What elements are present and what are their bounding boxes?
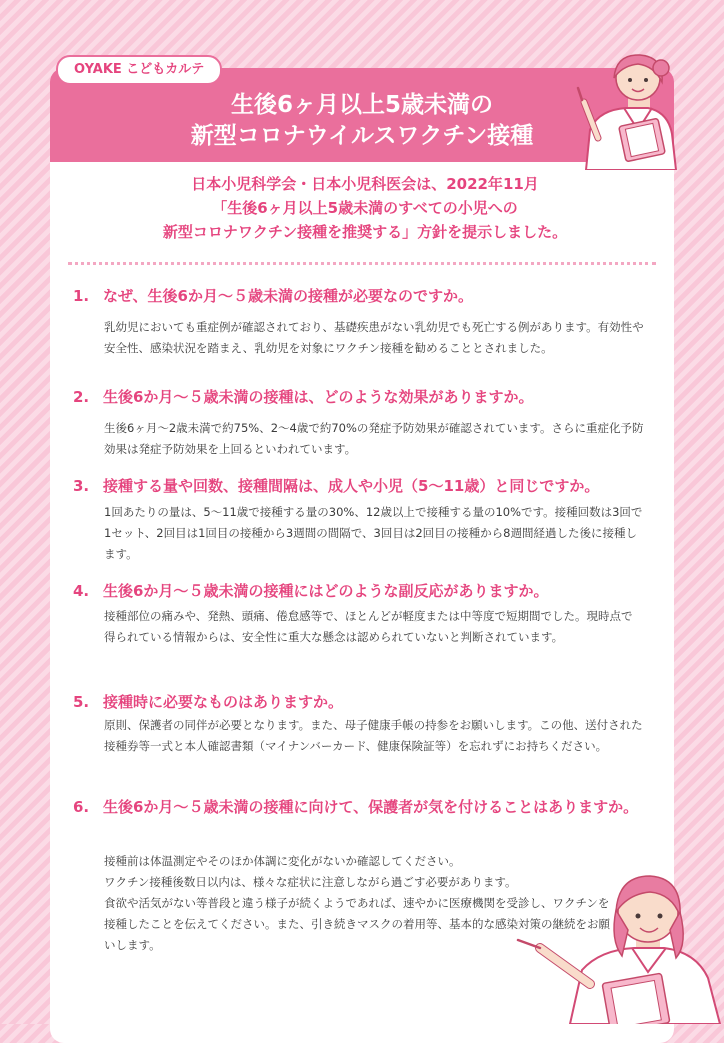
question-text: 生後6か月〜５歳未満の接種に向けて、保護者が気を付けることはありますか。: [103, 798, 639, 816]
intro-line2: 「生後6ヶ月以上5歳未満のすべての小児への: [212, 199, 518, 217]
nurse-pointing-illustration: [568, 52, 678, 170]
question-number: 1.: [73, 287, 90, 305]
question-number: 5.: [73, 693, 90, 711]
question-2: [73, 385, 653, 409]
nurse-presenting-illustration: [510, 860, 724, 1024]
dotted-divider: [68, 262, 656, 265]
question-text: 生後6か月〜５歳未満の接種にはどのような副反応がありますか。: [103, 582, 549, 600]
page-title-line1: 生後6ヶ月以上5歳未満の: [230, 92, 493, 118]
question-3: [73, 474, 653, 498]
answer-6-line1: 接種前は体温測定やそのほか体調に変化がないか確認してください。: [104, 854, 461, 868]
answer-6-line2: ワクチン接種後数日以内は、様々な症状に注意しながら過ごす必要があります。: [104, 875, 517, 889]
question-number: 3.: [73, 477, 90, 495]
question-4: [73, 579, 653, 603]
page-title-line2: 新型コロナウイルスワクチン接種: [190, 123, 534, 149]
answer-3: 1回あたりの量は、5〜11歳で接種する量の30%、12歳以上で接種する量の10%です。接種回数は3回で1セット、2回目は1回目の接種から3週間の間隔で、3回目は2回目の接種から8週間経過した後に接種します。: [104, 505, 643, 561]
question-text: 生後6か月〜５歳未満の接種は、どのような効果がありますか。: [103, 388, 534, 406]
intro-statement: [70, 172, 660, 244]
intro-line3: 新型コロナワクチン接種を推奨する」方針を提示しました。: [162, 223, 568, 241]
question-number: 4.: [73, 582, 90, 600]
question-6: [73, 795, 653, 819]
brand-tag: OYAKE こどもカルテ: [56, 55, 222, 85]
question-text: なぜ、生後6か月〜５歳未満の接種が必要なのですか。: [103, 287, 473, 305]
answer-5: 原則、保護者の同伴が必要となります。また、母子健康手帳の持参をお願いします。この他、送付された接種券等一式と本人確認書類（マイナンバーカード、健康保険証等）を忘れずにお持ちください。: [104, 718, 643, 753]
intro-line1: 日本小児科学会・日本小児科医会は、2022年11月: [191, 175, 539, 193]
question-text: 接種する量や回数、接種間隔は、成人や小児（5〜11歳）と同じですか。: [103, 477, 600, 495]
question-1: [73, 284, 653, 308]
answer-6-rest: 食欲や活気がない等普段と違う様子が続くようであれば、速やかに医療機関を受診し、ワクチンを接種したことを伝えてください。また、引き続きマスクの着用等、基本的な感染対策の継続をお願いします。: [104, 896, 610, 952]
answer-4: 接種部位の痛みや、発熱、頭痛、倦怠感等で、ほとんどが軽度または中等度で短期間でした。現時点で得られている情報からは、安全性に重大な懸念は認められていないと判断されています。: [104, 609, 633, 644]
answer-1: 乳幼児においても重症例が確認されており、基礎疾患がない乳幼児でも死亡する例があります。有効性や安全性、感染状況を踏まえ、乳幼児を対象にワクチン接種を勧めることとされました。: [104, 320, 644, 355]
question-5: [73, 690, 653, 714]
question-number: 6.: [73, 798, 90, 816]
question-text: 接種時に必要なものはありますか。: [103, 693, 344, 711]
answer-2: 生後6ヶ月〜2歳未満で約75%、2〜4歳で約70%の発症予防効果が確認されています。さらに重症化予防効果は発症予防効果を上回るといわれています。: [104, 421, 644, 456]
question-number: 2.: [73, 388, 90, 406]
